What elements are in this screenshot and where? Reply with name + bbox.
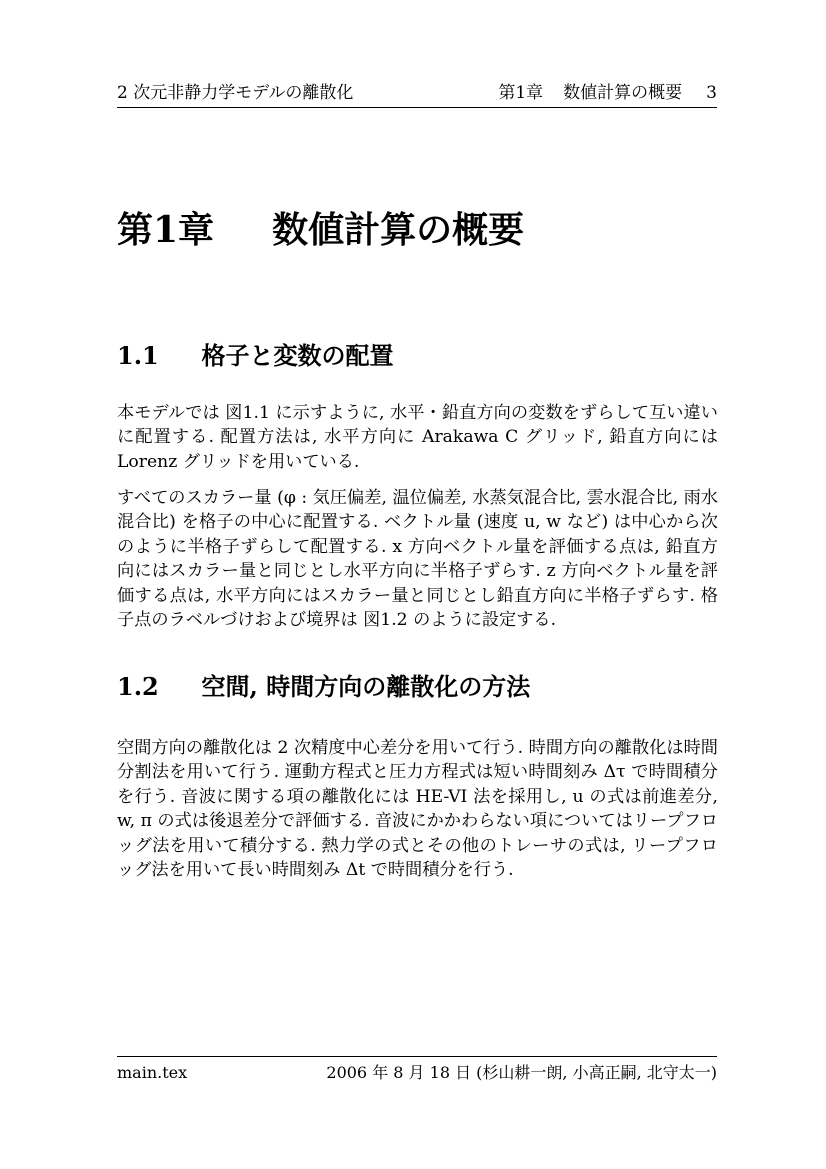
paragraph-discretization-method: 空間方向の離散化は 2 次精度中心差分を用いて行う. 時間方向の離散化は時間分割法を用いて行う. 運動方程式と圧力方程式は短い時間刻み Δτ で時間積分を行う. 音波に関する項の離散化には HE-VI 法を採用し, u の式は前進差分, w, π の式は後退差分で評価する. 音波にかかわらない項についてはリープフロッグ法を用いて積分する. 熱力学の式とその他のトレーサの式は, リープフロッグ法を用いて長い時間刻み Δt で時間積分を行う. bbox=[117, 738, 718, 881]
section-title-text: 空間, 時間方向の離散化の方法 bbox=[201, 672, 531, 701]
chapter-number-label: 第1章 bbox=[117, 209, 215, 251]
section-heading-1-2 bbox=[117, 671, 530, 703]
header-rule bbox=[117, 107, 717, 108]
page-footer bbox=[117, 1062, 717, 1084]
running-header-right bbox=[498, 82, 717, 104]
footer-date-authors: 2006 年 8 月 18 日 (杉山耕一朗, 小高正嗣, 北守太一) bbox=[326, 1063, 717, 1082]
running-header-chapter-title: 数値計算の概要 bbox=[563, 83, 683, 103]
section-heading-1-1 bbox=[117, 340, 393, 372]
running-header-chapter-label: 第1章 bbox=[498, 83, 544, 103]
section-number: 1.1 bbox=[117, 341, 159, 370]
chapter-title-text: 数値計算の概要 bbox=[272, 209, 525, 251]
paragraph-variable-placement: すべてのスカラー量 (φ : 気圧偏差, 温位偏差, 水蒸気混合比, 雲水混合比, 雨水混合比) を格子の中心に配置する. ベクトル量 (速度 u, w など) は中心から次のように半格子ずらして配置する. x 方向ベクトル量を評価する点は, 鉛直方向にはスカラー量と同じとし水平方向に半格子ずらす. z 方向ベクトル量を評価する点は, 水平方向にはスカラー量と同じとし鉛直方向に半格子ずらす. 格子点のラベルづけおよび境界は 図1.2 のように設定する. bbox=[117, 488, 718, 631]
chapter-title bbox=[117, 207, 524, 253]
footer-rule bbox=[117, 1056, 717, 1057]
running-header-left: 2 次元非静力学モデルの離散化 bbox=[117, 83, 354, 103]
paragraph-grid-layout-intro: 本モデルでは 図1.1 に示すように, 水平・鉛直方向の変数をずらして互い違いに配置する. 配置方法は, 水平方向に Arakawa C グリッド, 鉛直方向には Lorenz グリッドを用いている. bbox=[117, 403, 718, 472]
running-header bbox=[117, 82, 717, 104]
footer-filename: main.tex bbox=[117, 1063, 188, 1082]
page-number: 3 bbox=[706, 83, 717, 103]
section-title-text: 格子と変数の配置 bbox=[201, 341, 394, 370]
section-number: 1.2 bbox=[117, 672, 159, 701]
